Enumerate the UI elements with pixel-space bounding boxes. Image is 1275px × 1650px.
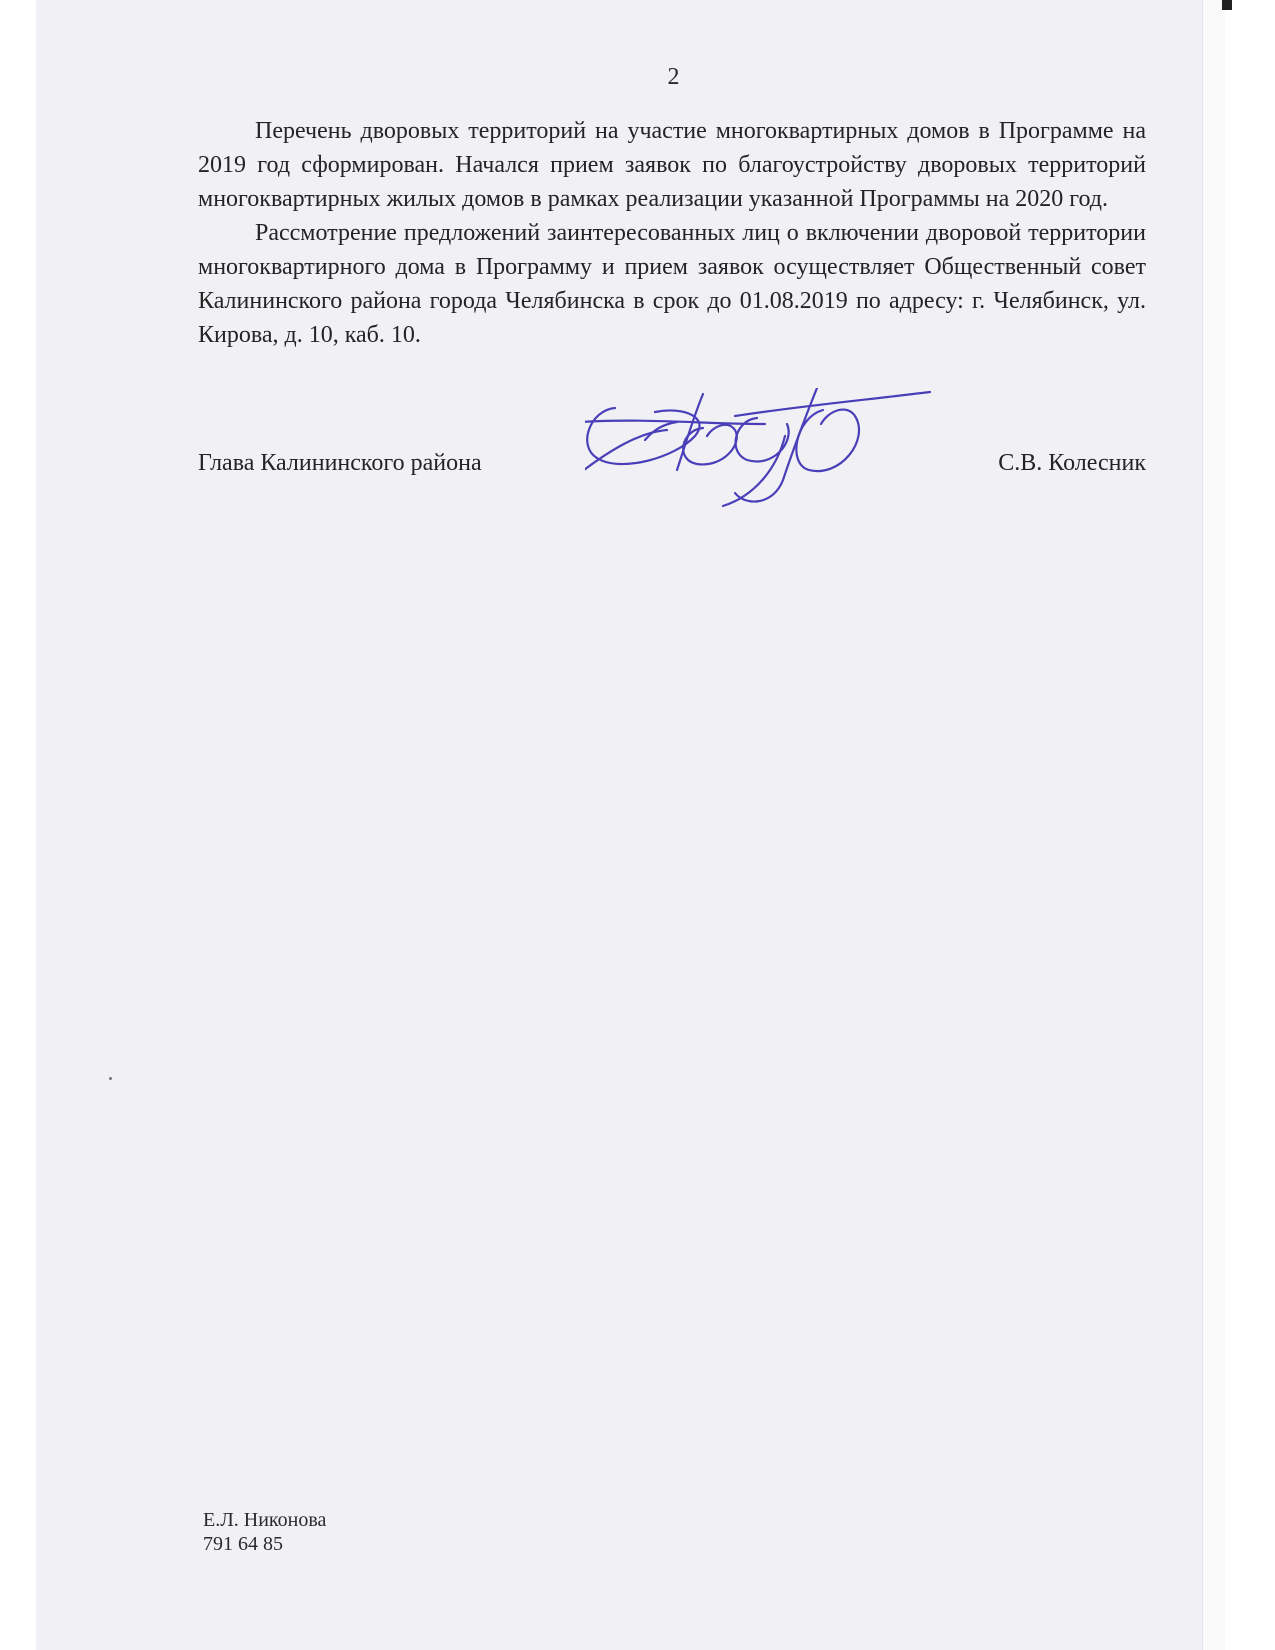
page-number: 2 (667, 64, 680, 90)
executor-info (203, 1508, 326, 1556)
scan-speck (109, 1077, 112, 1080)
paragraph-1: Перечень дворовых территорий на участие многоквартирных домов в Программе на 2019 год сформирован. Начался прием заявок по благоустройству дворовых территорий многоквартирных жилых домов в рамках реализации указанной Программы на 2020 год. (198, 118, 1146, 212)
executor-name: Е.Л. Никонова (203, 1509, 327, 1531)
signatory-name: С.В. Колесник (998, 450, 1146, 476)
handwritten-signature (585, 388, 955, 538)
paragraph-2: Рассмотрение предложений заинтересованных лиц о включении дворовой территории многоквартирного дома в Программу и прием заявок осуществляет Общественный совет Калининского района города Челябинска в срок до 01.08.2019 по адресу: г. Челябинск, ул. Кирова, д. 10, каб. 10. (198, 220, 1146, 348)
signatory-position: Глава Калининского района (198, 450, 482, 476)
executor-phone: 791 64 85 (203, 1533, 283, 1555)
scan-edge-strip (1202, 0, 1225, 1650)
document-body (198, 114, 1146, 352)
scan-corner-mark (1222, 0, 1232, 10)
